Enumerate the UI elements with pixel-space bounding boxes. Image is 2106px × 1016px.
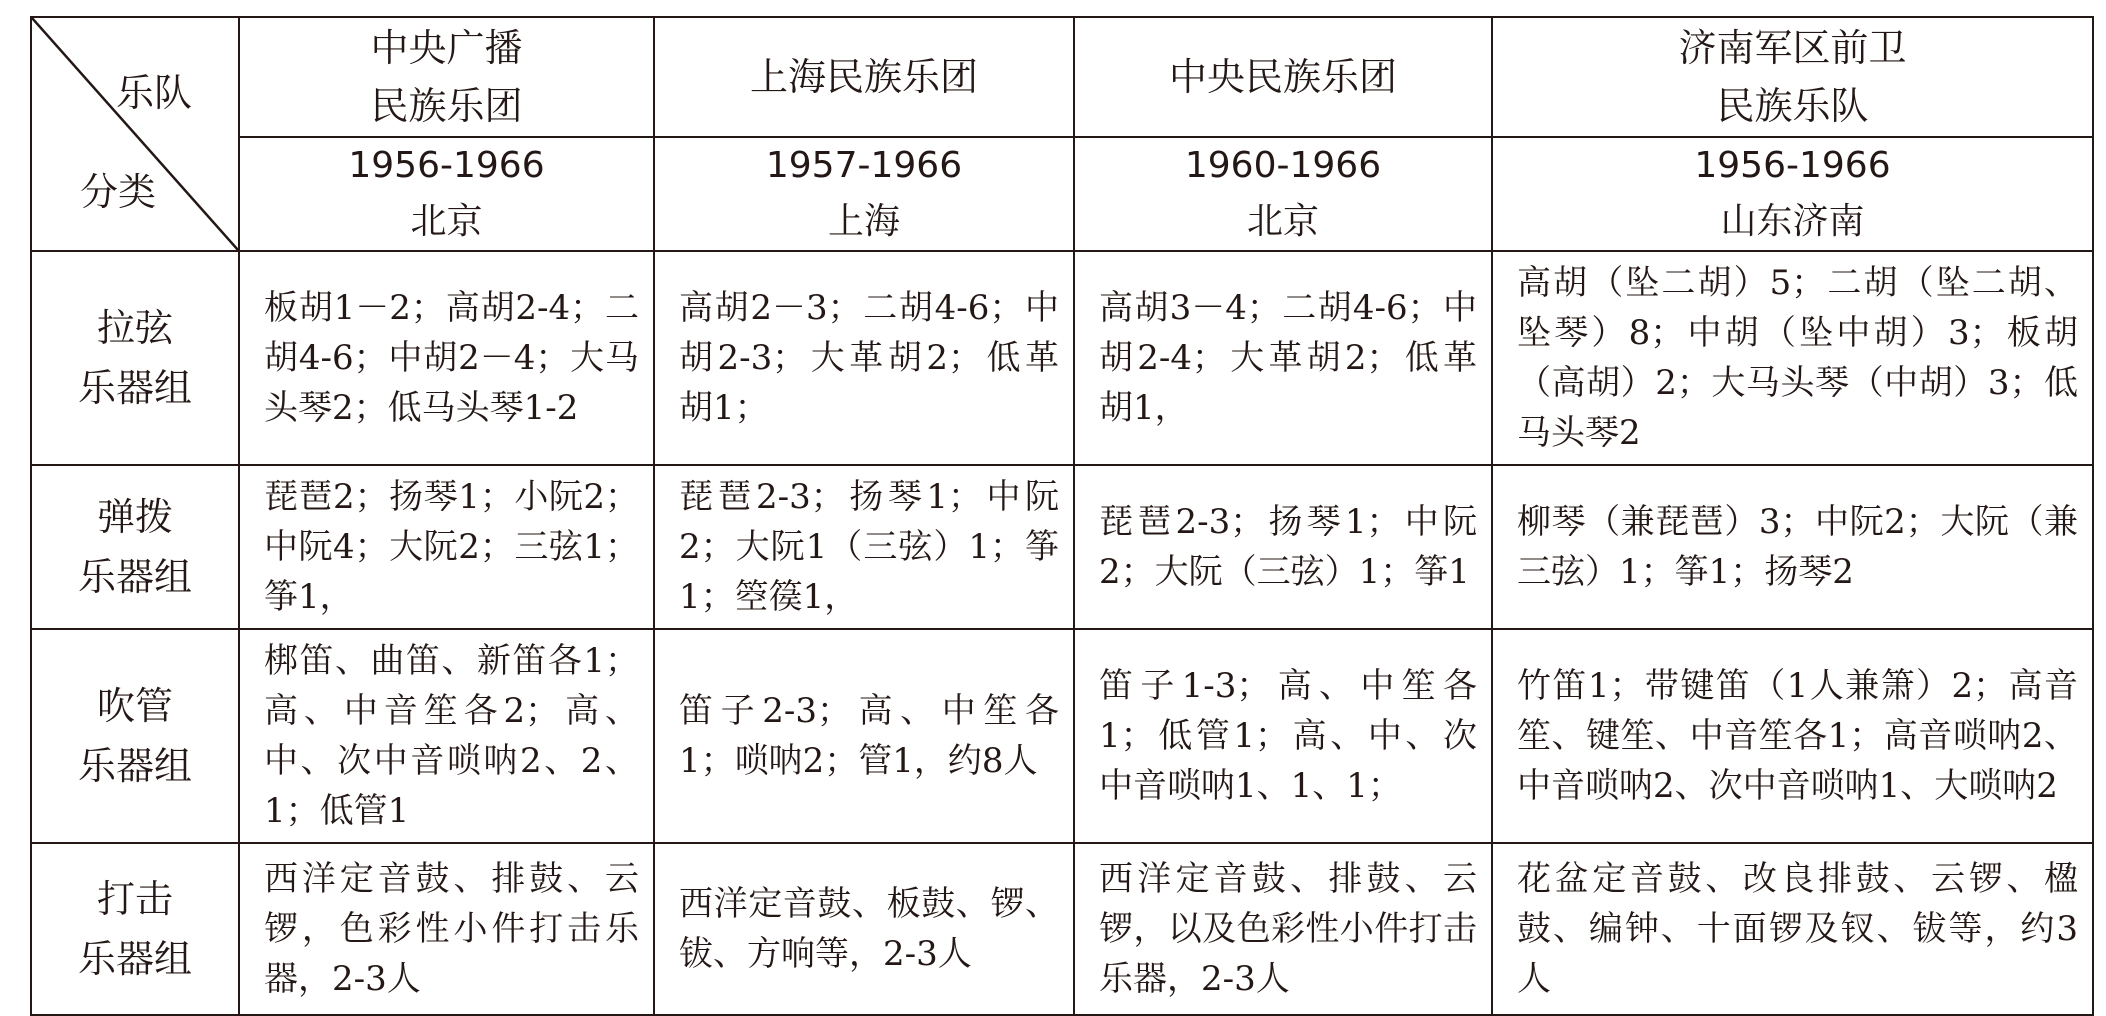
category-label: 乐器组 (77, 555, 192, 599)
band-name-line: 上海民族乐团 (749, 55, 978, 99)
band-name-line: 民族乐队 (1716, 84, 1869, 128)
band-years-place-cell (654, 137, 1074, 251)
corner-label-band: 乐队 (115, 71, 192, 115)
table-row-wind (31, 629, 2093, 843)
instrument-cell: 板胡1－2；高胡2-4；二胡4-6；中胡2－4；大马头琴2；低马头琴1-2 (239, 251, 654, 465)
band-years-place-cell (1074, 137, 1492, 251)
header-row-band-names (31, 17, 2093, 137)
instrument-cell: 西洋定音鼓、板鼓、锣、钹、方响等，2-3人 (654, 843, 1074, 1015)
category-label: 弹拨 (96, 495, 173, 539)
band-years: 1956-1966 (348, 145, 545, 186)
table-row-plucked-strings (31, 465, 2093, 629)
instrument-cell: 西洋定音鼓、排鼓、云锣，色彩性小件打击乐器，2-3人 (239, 843, 654, 1015)
band-years: 1956-1966 (1694, 145, 1891, 186)
category-label: 乐器组 (77, 744, 192, 788)
band-place: 北京 (1246, 201, 1319, 242)
band-place: 上海 (827, 201, 900, 242)
category-cell (31, 251, 239, 465)
band-name-line: 济南军区前卫 (1678, 26, 1907, 70)
instrument-cell: 柳琴（兼琵琶）3；中阮2；大阮（兼三弦）1；筝1；扬琴2 (1492, 465, 2093, 629)
instrument-cell: 高胡3－4；二胡4-6；中胡2-4；大革胡2；低革胡1， (1074, 251, 1492, 465)
category-label: 吹管 (96, 684, 173, 728)
category-label: 打击 (96, 877, 173, 921)
corner-header-cell (31, 17, 239, 251)
category-label: 拉弦 (96, 306, 173, 350)
table-row-percussion (31, 843, 2093, 1015)
band-place: 山东济南 (1720, 201, 1865, 242)
instrument-cell: 竹笛1；带键笛（1人兼箫）2；高音笙、键笙、中音笙各1；高音唢呐2、中音唢呐2、次中音唢呐1、大唢呐2 (1492, 629, 2093, 843)
band-years: 1957-1966 (765, 145, 963, 186)
band-name-line: 中央广播 (370, 26, 523, 70)
instrument-cell: 高胡2－3；二胡4-6；中胡2-3；大革胡2；低革胡1； (654, 251, 1074, 465)
band-name-cell (239, 17, 654, 137)
instrument-cell: 笛子1-3；高、中笙各1；低管1；高、中、次中音唢呐1、1、1； (1074, 629, 1492, 843)
category-cell (31, 843, 239, 1015)
band-years-place-cell (1492, 137, 2093, 251)
band-name-cell (1492, 17, 2093, 137)
band-years: 1960-1966 (1184, 145, 1382, 186)
instrument-cell: 梆笛、曲笛、新笛各1；高、中音笙各2；高、中、次中音唢呐2、2、1；低管1 (239, 629, 654, 843)
header-row-years-place (31, 137, 2093, 251)
instrument-cell: 琵琶2-3；扬琴1；中阮2；大阮1（三弦）1；筝1；箜篌1， (654, 465, 1074, 629)
band-name-cell (1074, 17, 1492, 137)
orchestra-comparison-table (30, 16, 2094, 1016)
instrument-cell: 笛子2-3；高、中笙各1；唢呐2；管1，约8人 (654, 629, 1074, 843)
category-label: 乐器组 (77, 937, 192, 981)
table-container (30, 16, 2094, 1016)
table-row-bowed-strings (31, 251, 2093, 465)
band-name-line: 民族乐团 (370, 84, 523, 128)
band-name-line: 中央民族乐团 (1168, 55, 1397, 99)
instrument-cell: 琵琶2；扬琴1；小阮2；中阮4；大阮2；三弦1；筝1， (239, 465, 654, 629)
band-name-cell (654, 17, 1074, 137)
category-label: 乐器组 (77, 366, 192, 410)
category-cell (31, 629, 239, 843)
instrument-cell: 花盆定音鼓、改良排鼓、云锣、楹鼓、编钟、十面锣及钗、钹等，约3人 (1492, 843, 2093, 1015)
category-cell (31, 465, 239, 629)
band-years-place-cell (239, 137, 654, 251)
corner-label-category: 分类 (80, 170, 157, 214)
band-place: 北京 (410, 201, 483, 242)
instrument-cell: 琵琶2-3；扬琴1；中阮2；大阮（三弦）1；筝1 (1074, 465, 1492, 629)
instrument-cell: 西洋定音鼓、排鼓、云锣，以及色彩性小件打击乐器，2-3人 (1074, 843, 1492, 1015)
instrument-cell: 高胡（坠二胡）5；二胡（坠二胡、坠琴）8；中胡（坠中胡）3；板胡（高胡）2；大马头琴（中胡）3；低马头琴2 (1492, 251, 2093, 465)
